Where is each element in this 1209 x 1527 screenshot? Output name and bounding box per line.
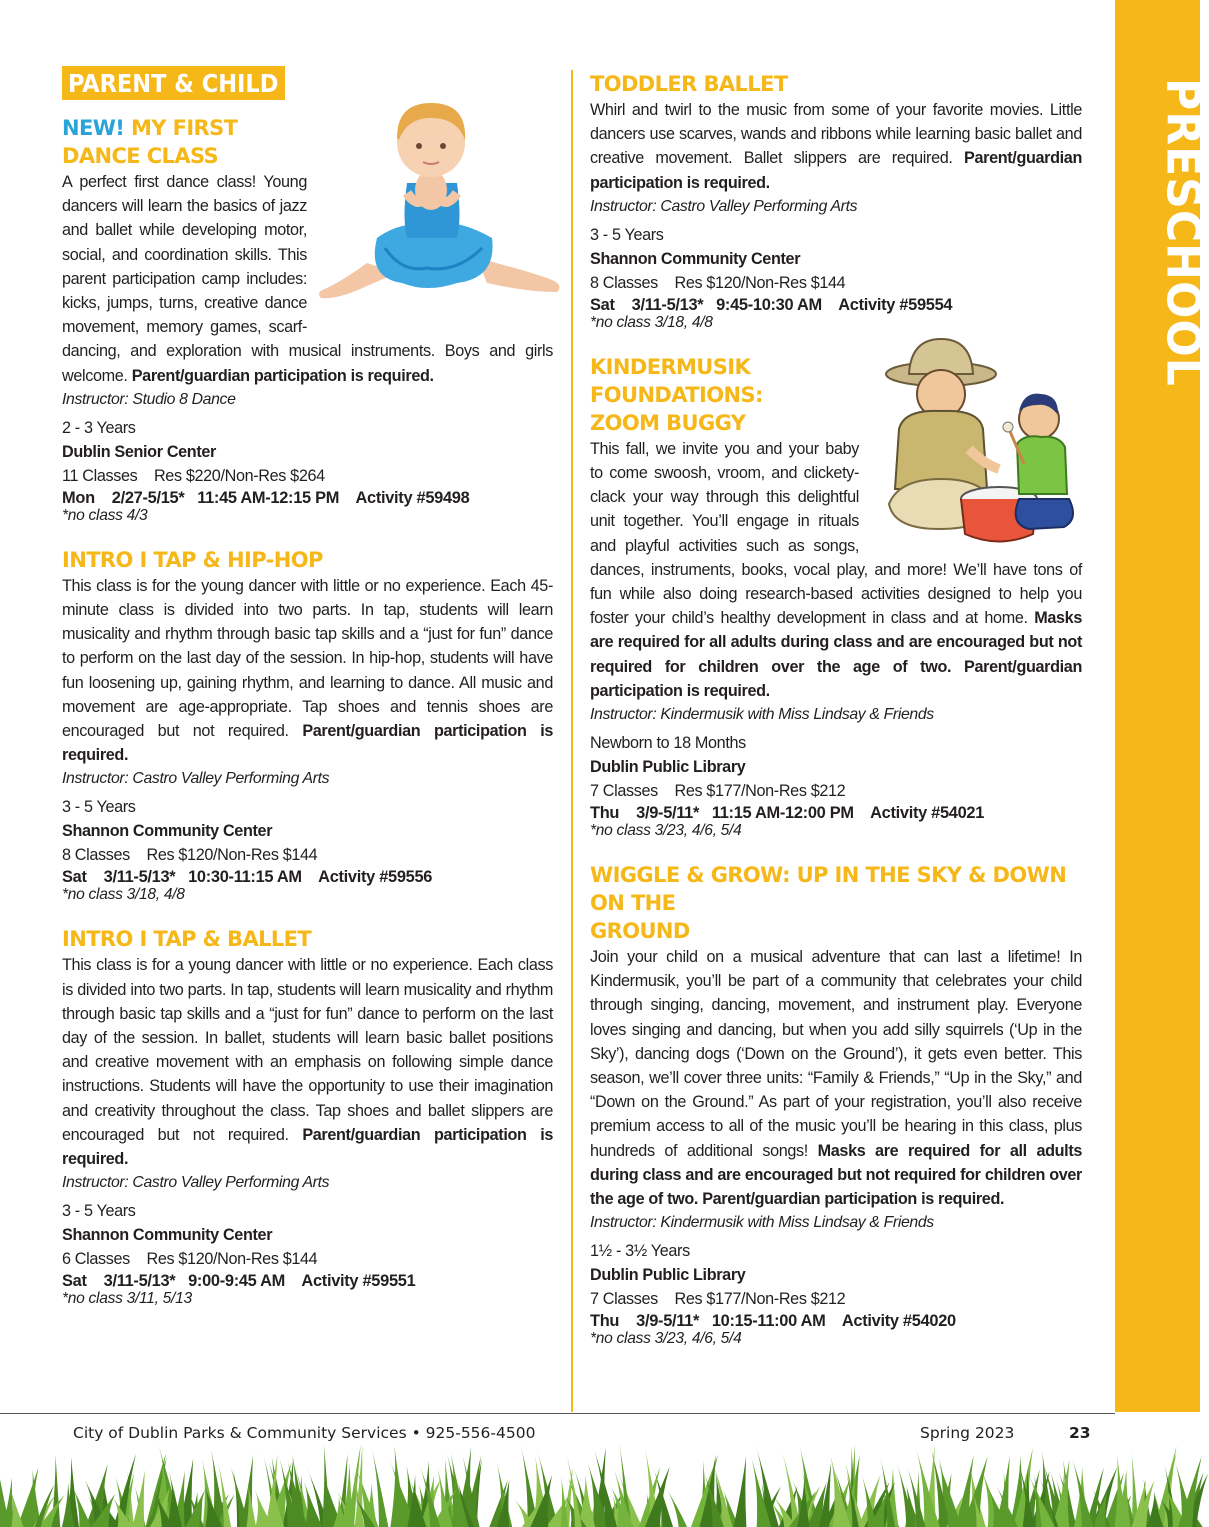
class-schedule: Sat 3/11-5/13* 9:45-10:30 AM Activity #59554 xyxy=(590,295,953,314)
class-fees: 6 Classes Res $120/Non-Res $144 xyxy=(62,1250,318,1269)
class-title: NEW! MY FIRST DANCE CLASS xyxy=(62,116,238,168)
class-fees: 8 Classes Res $120/Non-Res $144 xyxy=(62,846,318,865)
class-title: INTRO I TAP & HIP-HOP xyxy=(62,547,323,572)
class-wiggle-grow xyxy=(590,861,1082,1347)
class-title: TODDLER BALLET xyxy=(590,72,788,96)
class-location: Dublin Public Library xyxy=(590,758,746,777)
class-age: Newborn to 18 Months xyxy=(590,734,746,753)
page-number: 23 xyxy=(1069,1424,1091,1442)
class-description: A perfect first dance class! Young dancers will learn the basics of jazz and ballet while developing motor, social, and coordination skills. This parent participation camp includes: kicks, jumps, turns, creative dance movement, memory games, scarf-dancing, and exploration with musical instruments. Boys and girls welcome. Parent/guardian participation is required. xyxy=(62,173,553,385)
footer-season: Spring 2023 xyxy=(920,1424,1015,1442)
side-band-label: PRESCHOOL xyxy=(1155,78,1209,387)
class-no-class: *no class 4/3 xyxy=(62,506,148,524)
class-schedule: Sat 3/11-5/13* 9:00-9:45 AM Activity #59551 xyxy=(62,1272,416,1291)
class-location: Dublin Senior Center xyxy=(62,442,216,461)
class-description: Whirl and twirl to the music from some of your favorite movies. Little dancers use scarves, wands and ribbons while learning basic ballet and creative movement. Ballet slippers are required. Parent/guardian participation is required. xyxy=(590,101,1082,192)
class-age: 3 - 5 Years xyxy=(62,1202,136,1221)
class-instructor: Instructor: Kindermusik with Miss Lindsay & Friends xyxy=(590,1214,934,1232)
class-location: Shannon Community Center xyxy=(62,1226,273,1245)
class-fees: 8 Classes Res $120/Non-Res $144 xyxy=(590,273,846,292)
class-schedule: Thu 3/9-5/11* 11:15 AM-12:00 PM Activity #54021 xyxy=(590,804,985,823)
class-fees: 11 Classes Res $220/Non-Res $264 xyxy=(62,466,325,485)
class-title: KINDERMUSIK FOUNDATIONS: ZOOM BUGGY xyxy=(590,354,763,435)
class-schedule: Sat 3/11-5/13* 10:30-11:15 AM Activity #59556 xyxy=(62,868,433,887)
class-no-class: *no class 3/18, 4/8 xyxy=(62,886,185,904)
class-description: Join your child on a musical adventure that can last a lifetime! In Kindermusik, you’ll be part of a community that celebrates your child through singing, dancing, movement, and instrument play. Everyone loves singing and dancing, but when you add silly squirrels (‘Up in the Sky’), dancing dogs (‘Down on the Ground’), it gets even better. This season, we’ll cover three units: “Family & Friends,” “Up in the Sky,” and “Down on the Ground.” As part of your registration, you’ll also receive premium access to all of the music you’ll be hearing in this class, plus hundreds of additional songs! Masks are required for all adults during class and are encouraged but not required for children over the age of two. Parent/guardian participation is required. xyxy=(590,948,1083,1209)
dancer-photo xyxy=(307,78,569,328)
class-no-class: *no class 3/18, 4/8 xyxy=(590,313,713,331)
left-column xyxy=(62,66,553,1329)
grass-blade xyxy=(734,1456,747,1527)
class-fees: 7 Classes Res $177/Non-Res $212 xyxy=(590,1290,846,1309)
class-location: Shannon Community Center xyxy=(62,822,273,841)
class-no-class: *no class 3/11, 5/13 xyxy=(62,1290,192,1308)
class-intro-tap-ballet xyxy=(62,925,553,1307)
class-age: 2 - 3 Years xyxy=(62,418,136,437)
grass-blade xyxy=(390,1446,407,1527)
class-age: 3 - 5 Years xyxy=(62,798,136,817)
class-kindermusik-zoom-buggy xyxy=(590,353,1082,839)
class-age: 3 - 5 Years xyxy=(590,225,664,244)
class-instructor: Instructor: Castro Valley Performing Arts xyxy=(62,770,330,788)
class-age: 1½ - 3½ Years xyxy=(590,1242,690,1261)
footer-org: City of Dublin Parks & Community Services • 925-556-4500 xyxy=(73,1424,536,1442)
kindermusik-illustration xyxy=(859,329,1084,554)
grass-blade xyxy=(322,1444,330,1527)
section-tag: PARENT & CHILD xyxy=(62,66,285,100)
class-description: This fall, we invite you and your baby to come swoosh, vroom, and clickety-clack your way through this delightful unit together. You’ll engage in rituals and playful activities such as songs, dances, instruments, books, vocal play, and more! We’ll have tons of fun while also doing research-based activities designed to help you foster your child’s healthy development in class and at home. Masks are required for all adults during class and are encouraged but not required for children over the age of two. Parent/guardian participation is required. xyxy=(590,439,1082,700)
grass-blade xyxy=(132,1470,145,1527)
column-divider xyxy=(571,70,573,1412)
class-instructor: Instructor: Kindermusik with Miss Lindsay & Friends xyxy=(590,706,934,724)
class-no-class: *no class 3/23, 4/6, 5/4 xyxy=(590,822,742,840)
class-location: Shannon Community Center xyxy=(590,249,801,268)
class-title: WIGGLE & GROW: UP IN THE SKY & DOWN ON THE GROUND xyxy=(590,863,1067,944)
new-badge: NEW! xyxy=(62,116,125,140)
grass-decoration xyxy=(0,1444,1200,1527)
class-schedule: Mon 2/27-5/15* 11:45 AM-12:15 PM Activity #59498 xyxy=(62,488,470,507)
class-my-first-dance xyxy=(62,114,553,524)
class-instructor: Instructor: Castro Valley Performing Arts xyxy=(62,1174,330,1192)
class-description: This class is for a young dancer with little or no experience. Each class is divided into two parts. In tap, students will learn musicality and rhythm through basic tap skills and a “just for fun” dance to perform on the last day of the session. In ballet, students will learn basic ballet positions and creative movement with an emphasis on following simple dance instructions. Students will have the opportunity to use their imagination and creativity throughout the class. Tap shoes and ballet slippers are encouraged but not required. Parent/guardian participation is required. xyxy=(62,956,553,1169)
right-column xyxy=(590,70,1082,1369)
class-instructor: Instructor: Studio 8 Dance xyxy=(62,390,236,408)
class-no-class: *no class 3/23, 4/6, 5/4 xyxy=(590,1330,742,1348)
footer-rule xyxy=(0,1413,1115,1414)
class-location: Dublin Public Library xyxy=(590,1266,746,1285)
class-schedule: Thu 3/9-5/11* 10:15-11:00 AM Activity #54020 xyxy=(590,1312,956,1331)
class-title: INTRO I TAP & BALLET xyxy=(62,927,312,952)
class-instructor: Instructor: Castro Valley Performing Arts xyxy=(590,197,858,215)
class-intro-tap-hiphop xyxy=(62,546,553,904)
class-description: This class is for the young dancer with little or no experience. Each 45-minute class is divided into two parts. In tap, students will learn musicality and rhythm through basic tap skills and a “just for fun” dance to perform on the last day of the session. In hip-hop, students will have fun loosening up, gaining rhythm, and learning to dance. All music and movement are age-appropriate. Tap shoes and tennis shoes are encouraged but not required. Parent/guardian participation is required. xyxy=(62,576,553,765)
class-fees: 7 Classes Res $177/Non-Res $212 xyxy=(590,782,846,801)
class-toddler-ballet xyxy=(590,70,1082,331)
